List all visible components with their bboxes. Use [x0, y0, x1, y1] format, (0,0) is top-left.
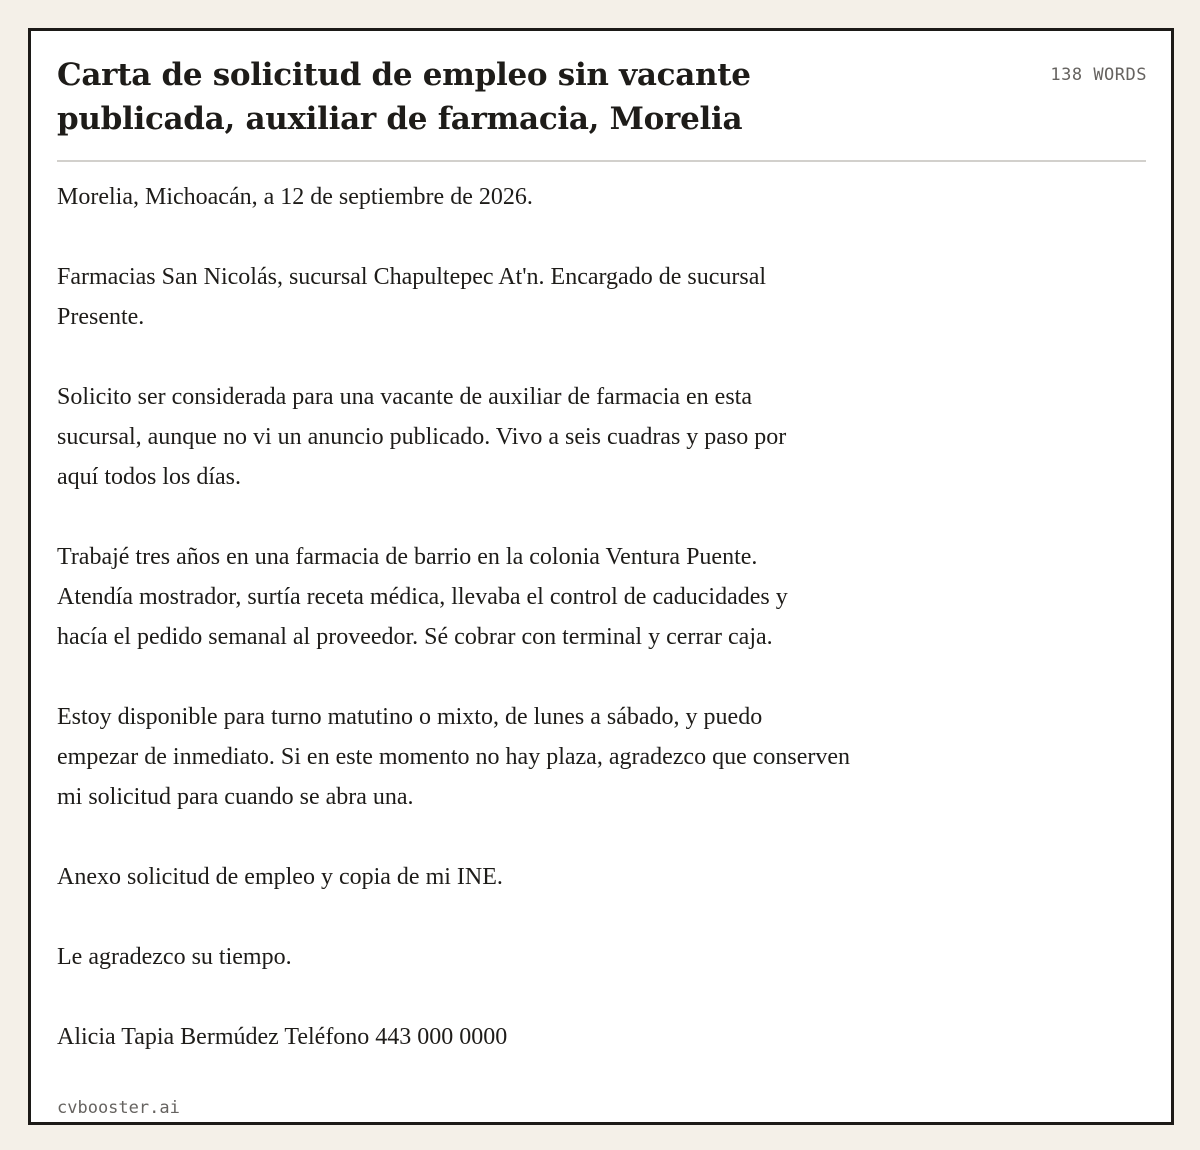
letter-paragraph-attachments: Anexo solicitud de empleo y copia de mi INE.	[57, 864, 503, 890]
letter-paragraph-availability: Estoy disponible para turno matutino o mixto, de lunes a sábado, y puedo empezar de inmediato. Si en este momento no hay plaza, agradezco que conserven mi solicitud para cuando se abra una.	[57, 704, 851, 810]
letter-title: Carta de solicitud de empleo sin vacante publicada, auxiliar de farmacia, Morelia	[57, 57, 751, 137]
letter-recipient: Farmacias San Nicolás, sucursal Chapultepec At'n. Encargado de sucursal Presente.	[57, 264, 767, 330]
header-divider	[57, 160, 1146, 162]
letter-paragraph-intro: Solicito ser considerada para una vacante de auxiliar de farmacia en esta sucursal, aunque no vi un anuncio publicado. Vivo a seis cuadras y paso por aquí todos los días.	[57, 384, 787, 490]
letter-body	[57, 177, 1057, 1097]
letter-closing: Le agradezco su tiempo.	[57, 944, 292, 970]
word-count: 138 WORDS	[1050, 65, 1147, 85]
letter-signature: Alicia Tapia Bermúdez Teléfono 443 000 0000	[57, 1024, 508, 1050]
letter-paragraph-experience: Trabajé tres años en una farmacia de barrio en la colonia Ventura Puente. Atendía mostrador, surtía receta médica, llevaba el control de caducidades y hacía el pedido semanal al proveedor. Sé cobrar con terminal y cerrar caja.	[57, 544, 788, 650]
letter-date: Morelia, Michoacán, a 12 de septiembre de 2026.	[57, 184, 533, 210]
letter-card	[28, 28, 1174, 1125]
footer-brand[interactable]: cvbooster.ai	[57, 1098, 180, 1118]
letter-header	[57, 53, 1147, 161]
